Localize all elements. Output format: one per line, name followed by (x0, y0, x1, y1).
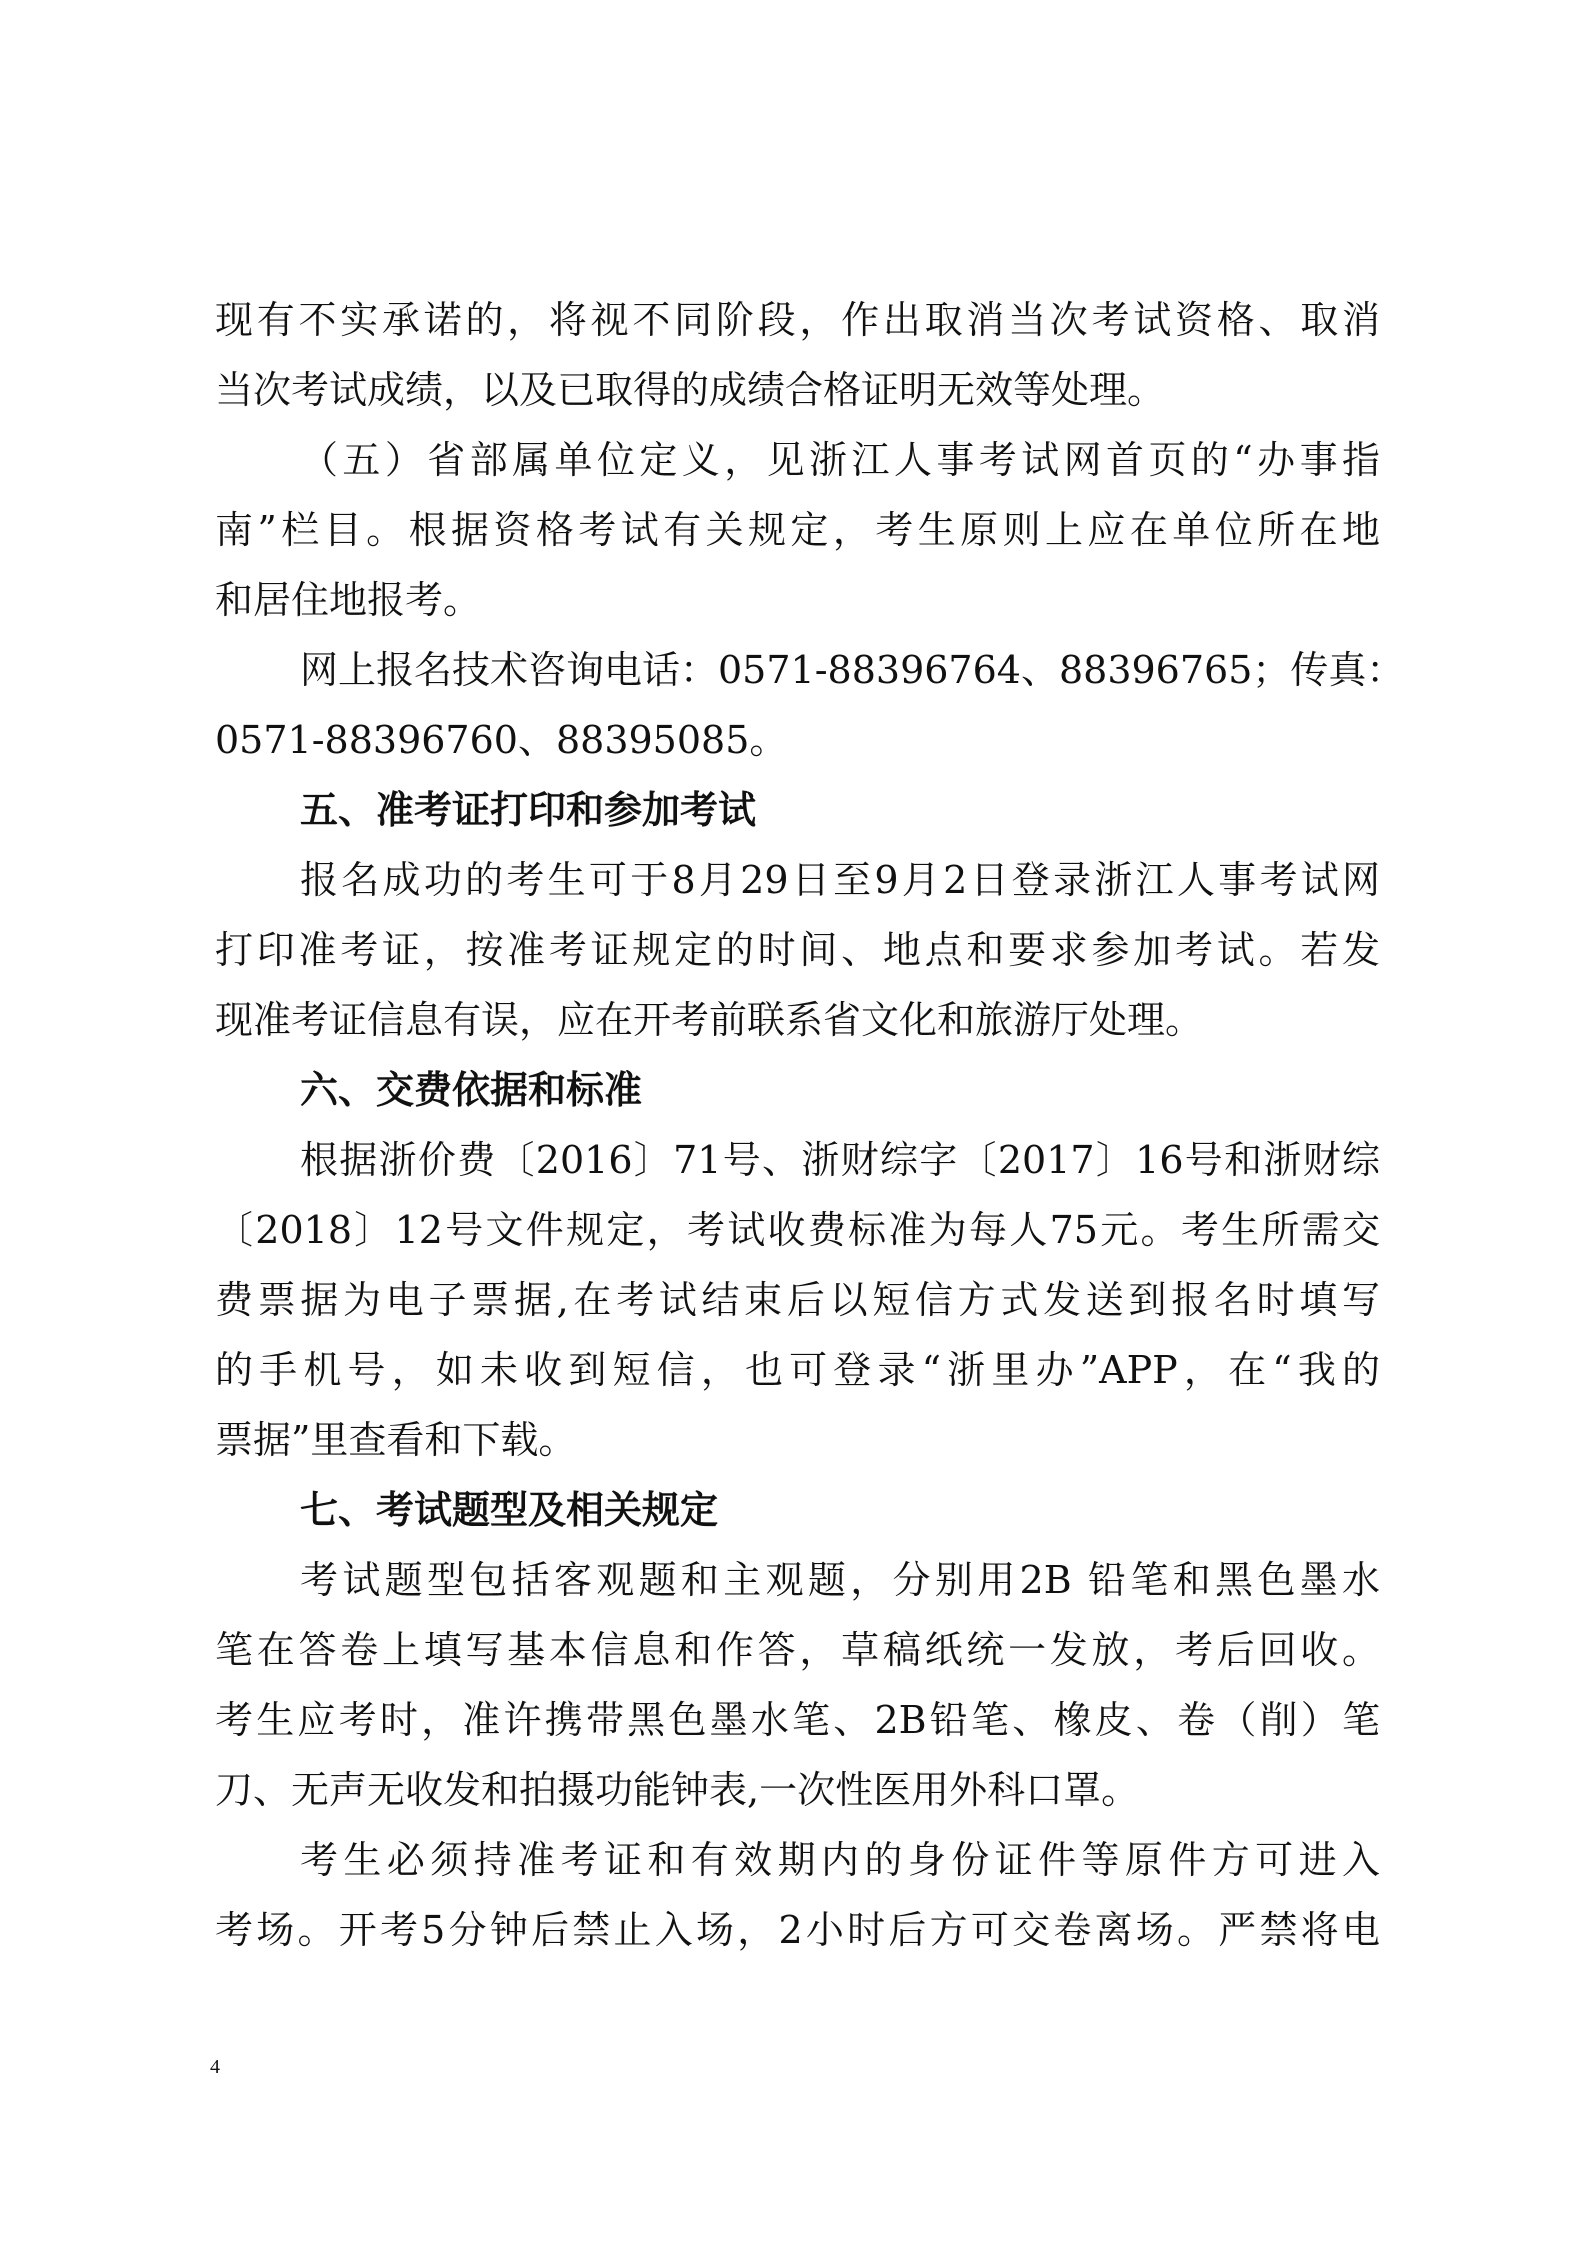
paragraph-line: 当次考试成绩，以及已取得的成绩合格证明无效等处理。 (215, 368, 1166, 412)
paragraph-line: 现有不实承诺的，将视不同阶段，作出取消当次考试资格、取消 (215, 298, 1380, 342)
paragraph-line: 网上报名技术咨询电话：0571-88396764、88396765；传真： (300, 648, 1405, 692)
paragraph-line: 费票据为电子票据,在考试结束后以短信方式发送到报名时填写 (215, 1278, 1380, 1322)
paragraph-line: 和居住地报考。 (215, 578, 482, 622)
paragraph-line: 考场。开考5分钟后禁止入场，2小时后方可交卷离场。严禁将电 (215, 1908, 1380, 1952)
paragraph-line: 笔在答卷上填写基本信息和作答，草稿纸统一发放，考后回收。 (215, 1628, 1380, 1672)
paragraph-line: （五）省部属单位定义，见浙江人事考试网首页的“办事指 (300, 438, 1380, 482)
section-heading: 五、准考证打印和参加考试 (300, 788, 757, 832)
page-number: 4 (210, 2056, 220, 2078)
section-heading: 七、考试题型及相关规定 (300, 1488, 719, 1532)
paragraph-line: 票据”里查看和下载。 (215, 1418, 577, 1462)
paragraph-line: 报名成功的考生可于8月29日至9月2日登录浙江人事考试网 (300, 858, 1380, 902)
paragraph-line: 现准考证信息有误，应在开考前联系省文化和旅游厅处理。 (215, 998, 1204, 1042)
paragraph-line: 刀、无声无收发和拍摄功能钟表,一次性医用外科口罩。 (215, 1768, 1140, 1812)
section-heading: 六、交费依据和标准 (300, 1068, 643, 1112)
paragraph-line: 考生应考时，准许携带黑色墨水笔、2B铅笔、橡皮、卷（削）笔 (215, 1698, 1380, 1742)
paragraph-line: 0571-88396760、88395085。 (215, 718, 788, 762)
paragraph-line: 南”栏目。根据资格考试有关规定，考生原则上应在单位所在地 (215, 508, 1380, 552)
paragraph-line: 考生必须持准考证和有效期内的身份证件等原件方可进入 (300, 1838, 1380, 1882)
paragraph-line: 的手机号，如未收到短信，也可登录“浙里办”APP，在“我的 (215, 1348, 1380, 1392)
paragraph-line: 考试题型包括客观题和主观题，分别用2B 铅笔和黑色墨水 (300, 1558, 1380, 1602)
paragraph-line: 根据浙价费〔2016〕71号、浙财综字〔2017〕16号和浙财综 (300, 1138, 1380, 1182)
paragraph-line: 〔2018〕12号文件规定，考试收费标准为每人75元。考生所需交 (215, 1208, 1380, 1252)
paragraph-line: 打印准考证，按准考证规定的时间、地点和要求参加考试。若发 (215, 928, 1380, 972)
